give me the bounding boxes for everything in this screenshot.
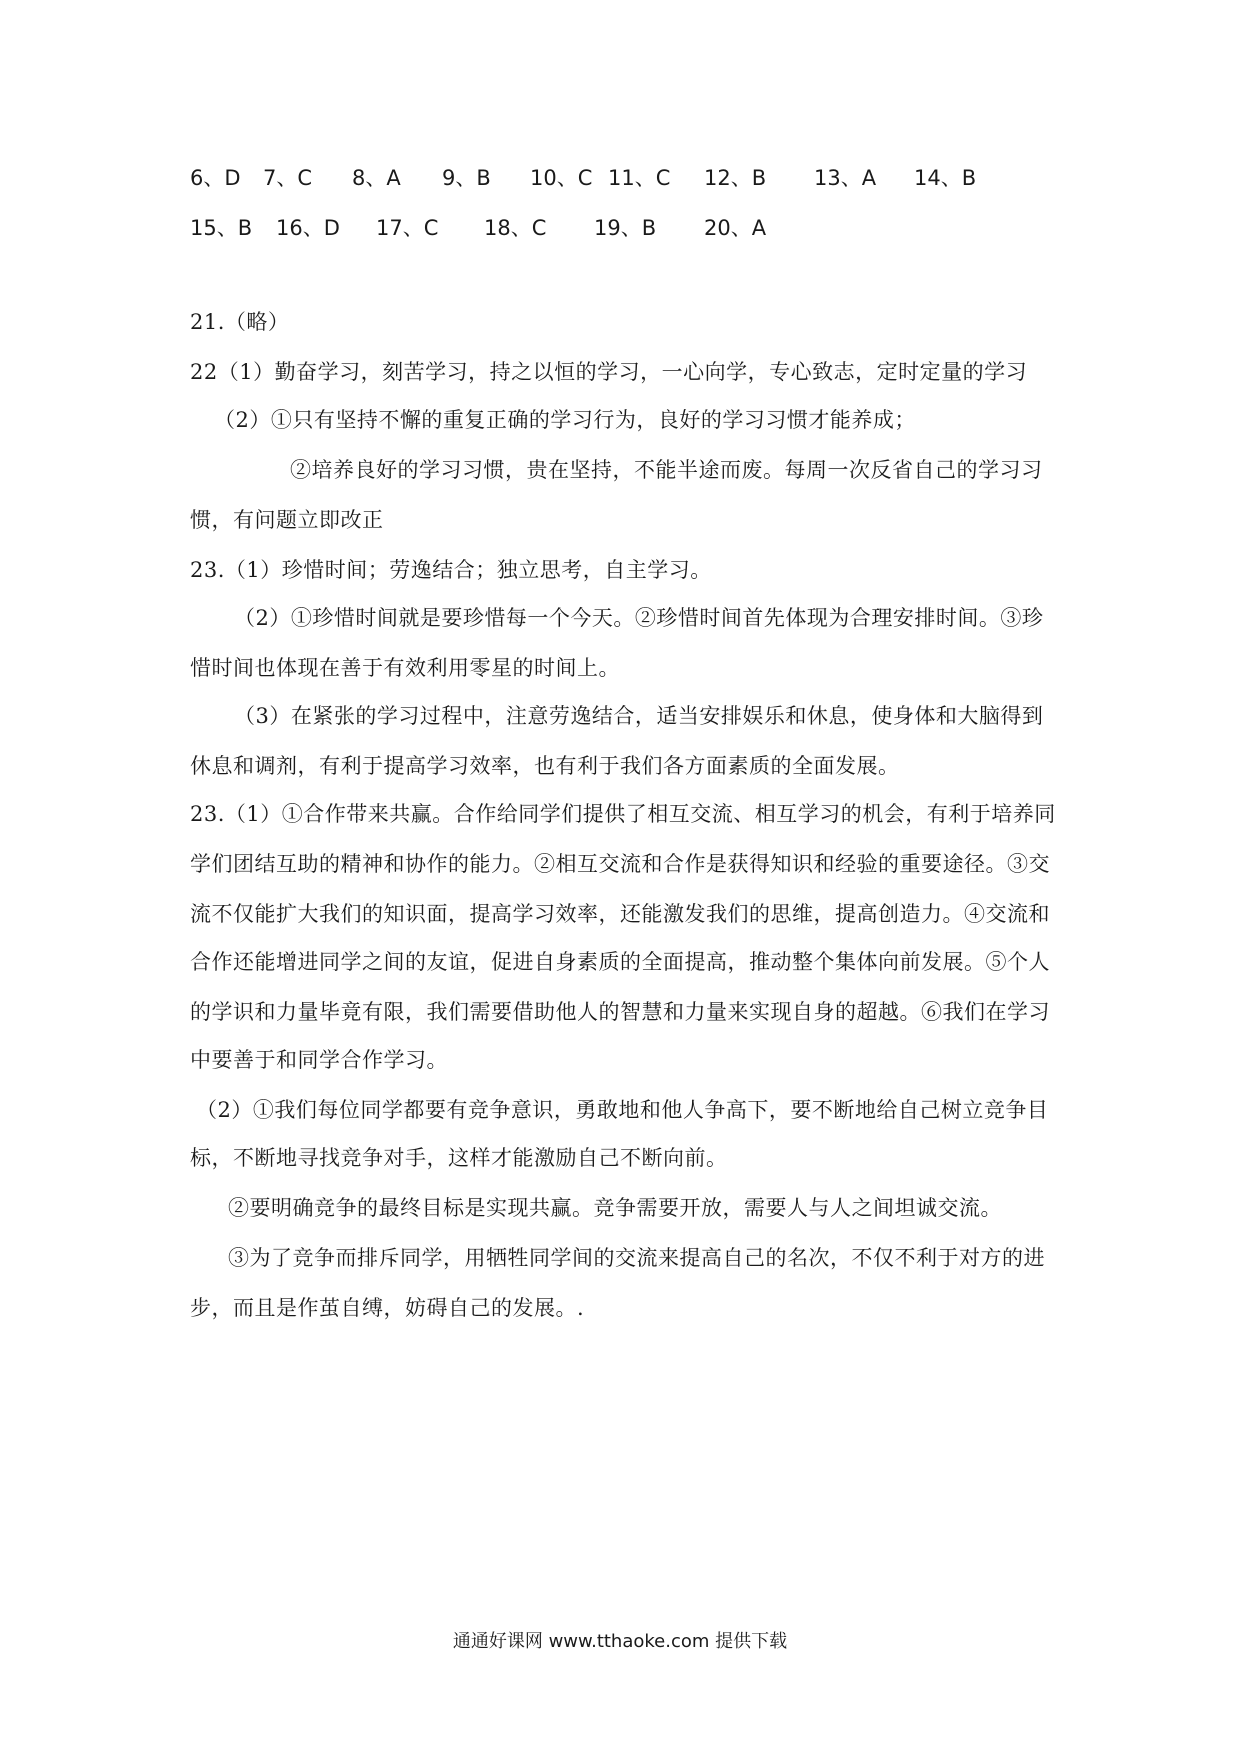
q23b-part1-line: 23.（1）①合作带来共赢。合作给同学们提供了相互交流、相互学习的机会，有利于培养同 [190,802,1056,826]
answer-16: 16、D [276,216,340,240]
q23b-part1-line: 学们团结互助的精神和协作的能力。②相互交流和合作是获得知识和经验的重要途径。③交 [190,852,1050,876]
answer-10: 10、C [530,166,593,190]
q22-part1-line: 22（1）勤奋学习，刻苦学习，持之以恒的学习，一心向学，专心致志，定时定量的学习 [190,360,1028,384]
answer-7: 7、C [263,166,313,190]
q22-part2-line: ②培养良好的学习习惯，贵在坚持，不能半途而废。每周一次反省自己的学习习 [290,458,1043,482]
q23b-part1-line: 中要善于和同学合作学习。 [190,1048,448,1072]
q23b-part1-line: 合作还能增进同学之间的友谊，促进自身素质的全面提高，推动整个集体向前发展。⑤个人 [190,950,1050,974]
q23-part3-line: （3）在紧张的学习过程中，注意劳逸结合，适当安排娱乐和休息，使身体和大脑得到 [234,704,1044,728]
q23-part3-line: 休息和调剂，有利于提高学习效率，也有利于我们各方面素质的全面发展。 [190,754,900,778]
answer-13: 13、A [814,166,877,190]
answer-20: 20、A [704,216,767,240]
q22-part2-line: 惯，有问题立即改正 [190,508,384,532]
q22-part2-line: （2）①只有坚持不懈的重复正确的学习行为，良好的学习习惯才能养成； [214,408,916,432]
answer-6: 6、D [190,166,241,190]
answer-15: 15、B [190,216,253,240]
answer-19: 19、B [594,216,657,240]
q23b-part1-line: 的学识和力量毕竟有限，我们需要借助他人的智慧和力量来实现自身的超越。⑥我们在学习 [190,1000,1050,1024]
q23b-part2-line: ③为了竞争而排斥同学，用牺牲同学间的交流来提高自己的名次，不仅不利于对方的进 [228,1246,1045,1270]
q23b-part2-line: 标，不断地寻找竞争对手，这样才能激励自己不断向前。 [190,1146,728,1170]
answer-8: 8、A [352,166,401,190]
q21-line: 21.（略） [190,310,290,334]
q23-part2-line: （2）①珍惜时间就是要珍惜每一个今天。②珍惜时间首先体现为合理安排时间。③珍 [234,606,1044,630]
page-footer: 通通好课网 www.tthaoke.com 提供下载 [452,1631,788,1652]
q23b-part2-line: ②要明确竞争的最终目标是实现共赢。竞争需要开放，需要人与人之间坦诚交流。 [228,1196,1002,1220]
q23b-part2-line: （2）①我们每位同学都要有竞争意识，勇敢地和他人争高下，要不断地给自己树立竞争目 [196,1098,1049,1122]
q23-part2-line: 惜时间也体现在善于有效利用零星的时间上。 [190,656,620,680]
q23b-part2-line: 步，而且是作茧自缚，妨碍自己的发展。. [190,1296,585,1320]
answer-12: 12、B [704,166,767,190]
answer-14: 14、B [914,166,977,190]
answer-9: 9、B [442,166,491,190]
q23b-part1-line: 流不仅能扩大我们的知识面，提高学习效率，还能激发我们的思维，提高创造力。④交流和 [190,902,1050,926]
answer-18: 18、C [484,216,547,240]
answer-11: 11、C [608,166,671,190]
answer-17: 17、C [376,216,439,240]
q23-part1-line: 23.（1）珍惜时间；劳逸结合；独立思考，自主学习。 [190,558,712,582]
